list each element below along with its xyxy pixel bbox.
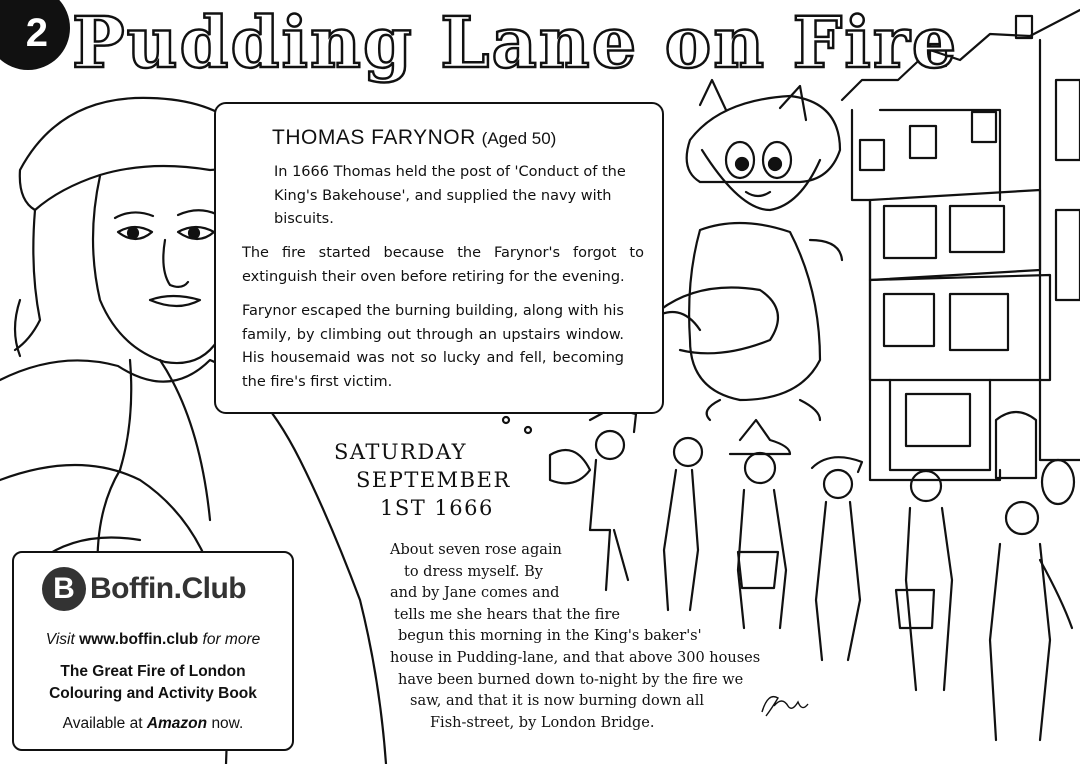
info-paragraph-3: Farynor escaped the burning building, along with his family, by climbing out through an upstairs window. His housemaid was not so lucky and fell, becoming the fire's first victim. (242, 303, 624, 390)
diary-line: About seven rose again (390, 542, 562, 558)
date-line-2: SEPTEMBER (356, 468, 511, 492)
diary-line: tells me she hears that the fire (394, 606, 620, 623)
amazon-link[interactable]: Amazon (146, 715, 208, 732)
info-paragraph-1: In 1666 Thomas held the post of 'Conduct of the King's Bakehouse', and supplied the navy with biscuits. (274, 164, 626, 227)
diary-line: have been burned down to-night by the fire we (398, 671, 744, 688)
diary-date-heading (330, 438, 550, 522)
date-line-3: 1ST 1666 (380, 496, 494, 520)
diary-line: begun this morning in the King's baker's' (398, 628, 702, 645)
tudor-houses (842, 10, 1080, 504)
diary-line: Fish-street, by London Bridge. (430, 714, 655, 731)
availability-line (14, 713, 292, 735)
promo-box (12, 551, 294, 751)
diary-line: to dress myself. By (404, 563, 543, 580)
visit-prefix: Visit (45, 631, 75, 648)
date-line-1: SATURDAY (334, 440, 467, 464)
book-title-line-2: Colouring and Activity Book (49, 685, 257, 702)
visit-line (14, 629, 292, 651)
available-suffix: now. (211, 715, 244, 732)
pepys-signature (758, 688, 810, 722)
diary-excerpt (380, 540, 800, 734)
boffin-logo-icon: B (42, 567, 86, 611)
info-paragraph-2: The fire started because the Farynor's forgot to extinguish their oven before retiring for the evening. (242, 245, 644, 285)
person-name: THOMAS FARYNOR (272, 126, 476, 149)
website-link[interactable]: www.boffin.club (79, 631, 199, 648)
boffin-club-logo[interactable] (42, 567, 246, 611)
page-number-badge: 2 (0, 0, 70, 70)
info-heading (272, 126, 556, 150)
page-title: Pudding Lane on Fire (72, 1, 959, 84)
book-title (14, 661, 292, 705)
visit-suffix: for more (202, 631, 261, 648)
diary-line: house in Pudding-lane, and that above 300 houses (390, 649, 761, 666)
diary-line: and by Jane comes and (390, 585, 560, 602)
boffin-logo-text: Boffin.Club (90, 572, 247, 605)
info-box (214, 102, 664, 414)
book-title-line-1: The Great Fire of London (60, 663, 246, 680)
available-prefix: Available at (62, 715, 143, 732)
diary-line: saw, and that it is now burning down all (410, 693, 705, 710)
person-age: (Aged 50) (481, 129, 557, 148)
